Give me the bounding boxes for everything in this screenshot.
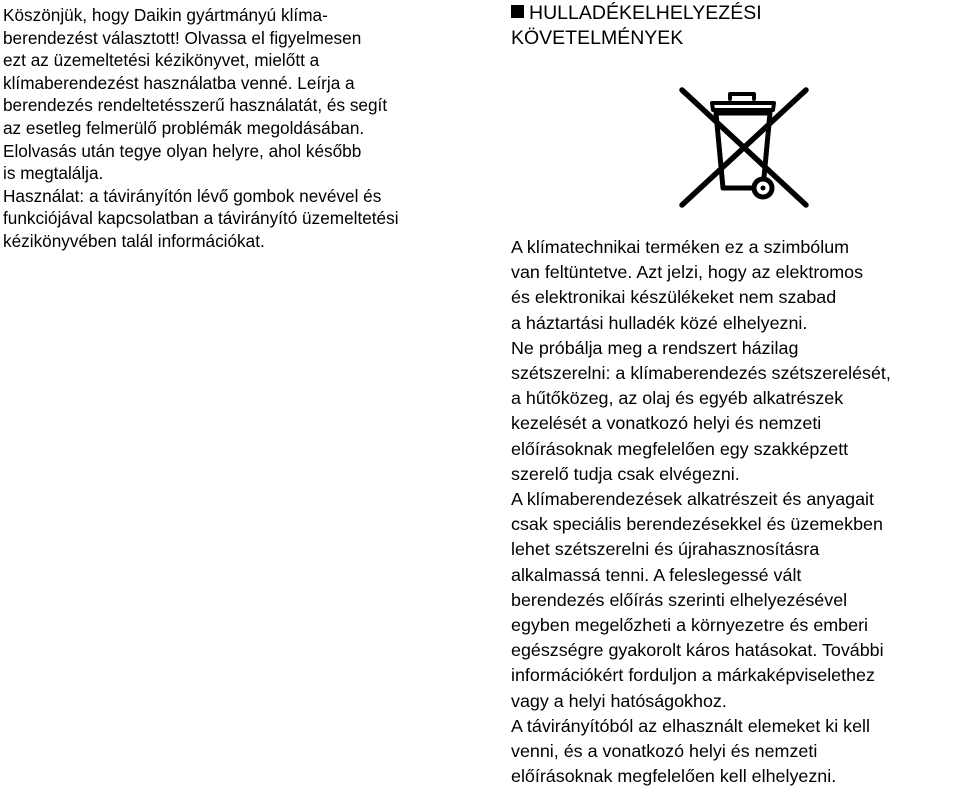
disposal-line: egyben megelőzheti a környezetre és emberi	[511, 615, 869, 636]
intro-line: berendezést választott! Olvassa el figyelmesen	[3, 27, 362, 48]
disposal-line: alkalmassá tenni. A feleslegessé vált	[511, 564, 802, 585]
disposal-line: egészségre gyakorolt káros hatásokat. További	[511, 640, 884, 661]
disposal-line: csak speciális berendezésekkel és üzemekben	[511, 514, 883, 535]
intro-line: is megtalálja.	[3, 163, 104, 184]
disposal-line: A klímatechnikai terméken ez a szimbólum	[511, 237, 850, 257]
intro-line: klímaberendezést használatba venné. Leírja a	[3, 72, 355, 93]
disposal-heading-text: HULLADÉKELHELYEZÉSI	[529, 2, 762, 24]
disposal-line: szétszerelni: a klímaberendezés szétszerelését,	[511, 363, 891, 384]
intro-line: kézikönyvében talál információkat.	[3, 230, 265, 251]
disposal-line: a hűtőközeg, az olaj és egyéb alkatrészek	[511, 388, 844, 409]
intro-line: Használat: a távirányítón lévő gombok nevével és	[3, 185, 382, 206]
disposal-line: berendezés előírás szerinti elhelyezésével	[511, 589, 848, 610]
intro-section	[3, 4, 473, 253]
disposal-line: kezelését a vonatkozó helyi és nemzeti	[511, 413, 822, 434]
disposal-line: előírásoknak megfelelően kell elhelyezni.	[511, 766, 837, 787]
intro-line: berendezés rendeltetésszerű használatát, és segít	[3, 95, 388, 116]
disposal-line: Ne próbálja meg a rendszert házilag	[511, 337, 799, 358]
disposal-line: a háztartási hulladék közé elhelyezni.	[511, 312, 808, 333]
disposal-body	[511, 235, 891, 789]
disposal-line: vagy a helyi hatóságokhoz.	[511, 690, 727, 711]
disposal-heading	[511, 1, 762, 51]
intro-line: ezt az üzemeltetési kézikönyvet, mielőtt a	[3, 50, 320, 71]
disposal-line: információkért forduljon a márkaképviselethez	[511, 665, 875, 686]
disposal-line: szerelő tudja csak elvégezni.	[511, 463, 740, 484]
disposal-line: előírásoknak megfelelően egy szakképzett	[511, 438, 849, 459]
intro-line: funkciójával kapcsolatban a távirányító üzemeltetési	[3, 208, 399, 229]
disposal-line: lehet szétszerelni és újrahasznosításra	[511, 539, 820, 560]
square-bullet-icon	[511, 5, 524, 18]
intro-line: Elolvasás után tegye olyan helyre, ahol később	[3, 140, 362, 161]
disposal-line: és elektronikai készülékeket nem szabad	[511, 287, 837, 308]
disposal-line: A klímaberendezések alkatrészeit és anyagait	[511, 489, 874, 510]
disposal-line: venni, és a vonatkozó helyi és nemzeti	[511, 741, 818, 762]
disposal-line: A távirányítóból az elhasznált elemeket ki kell	[511, 715, 870, 736]
disposal-line: van feltüntetve. Azt jelzi, hogy az elektromos	[511, 262, 864, 283]
disposal-heading-line	[511, 1, 762, 26]
crossed-out-wheelie-bin-icon	[674, 84, 812, 210]
intro-line: az esetleg felmerülő problémák megoldásában.	[3, 117, 365, 138]
disposal-heading-line: KÖVETELMÉNYEK	[511, 27, 684, 49]
intro-line: Köszönjük, hogy Daikin gyártmányú klíma-	[3, 5, 328, 25]
